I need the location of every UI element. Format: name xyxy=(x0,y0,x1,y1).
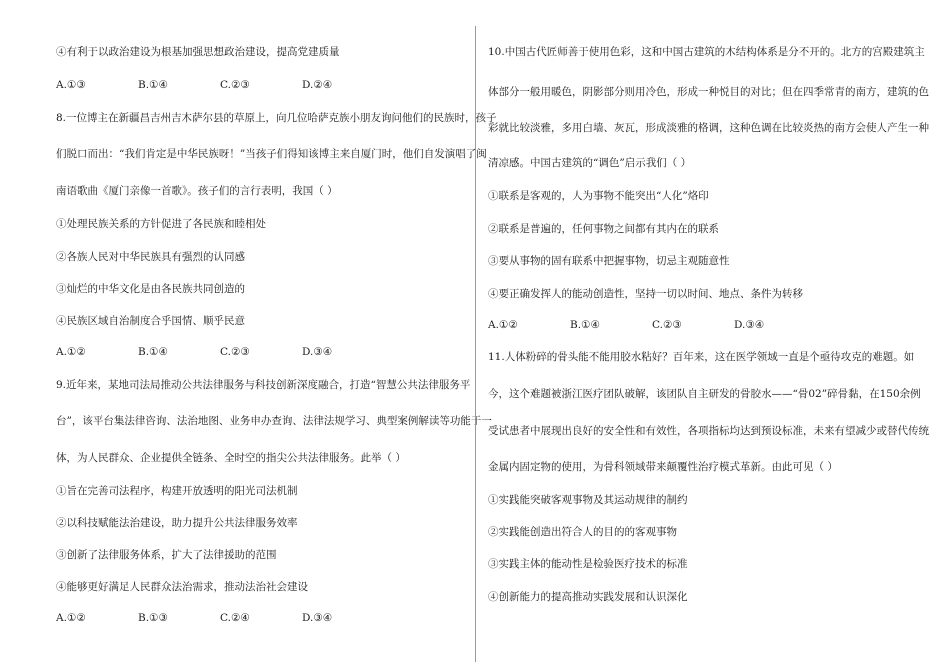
q8-item-4: ④民族区域自治制度合乎国情、顺乎民意 xyxy=(56,315,245,327)
q10-option-a[interactable]: A.①② xyxy=(488,319,518,331)
q9-item-1: ①旨在完善司法程序，构建开放透明的阳光司法机制 xyxy=(56,485,298,497)
q10-option-b[interactable]: B.①④ xyxy=(570,319,600,331)
q10-item-1: ①联系是客观的，人为事物不能突出“人化”烙印 xyxy=(488,190,709,202)
q9-item-3: ③创新了法律服务体系，扩大了法律援助的范围 xyxy=(56,549,277,561)
q9-option-a[interactable]: A.①② xyxy=(56,612,86,624)
q11-item-1: ①实践能突破客观事物及其运动规律的制约 xyxy=(488,494,688,506)
q10-stem-line-4: 清凉感。中国古建筑的“调色”启示我们（ ） xyxy=(488,157,692,169)
q7-option-d[interactable]: D.②④ xyxy=(302,79,333,91)
column-divider xyxy=(475,26,476,662)
q7-option-c[interactable]: C.②③ xyxy=(220,79,250,91)
q10-item-4: ④要正确发挥人的能动创造性，坚持一切以时间、地点、条件为转移 xyxy=(488,288,803,300)
q11-stem-line-3: 受试患者中展现出良好的安全性和有效性，各项指标均达到预设标准，未来有望减少或替代传统 xyxy=(488,425,929,437)
q7-option-b[interactable]: B.①④ xyxy=(138,79,168,91)
q8-item-2: ②各族人民对中华民族具有强烈的认同感 xyxy=(56,251,245,263)
q9-item-4: ④能够更好满足人民群众法治需求，推动法治社会建设 xyxy=(56,581,308,593)
q10-option-c[interactable]: C.②③ xyxy=(652,319,682,331)
q9-option-c[interactable]: C.②④ xyxy=(220,612,250,624)
q8-item-3: ③灿烂的中华文化是由各民族共同创造的 xyxy=(56,283,245,295)
q11-stem-line-4: 金属内固定物的使用，为骨科领域带来颠覆性治疗模式革新。由此可见（ ） xyxy=(488,461,838,473)
q7-option-a[interactable]: A.①③ xyxy=(56,79,86,91)
q8-item-1: ①处理民族关系的方针促进了各民族和睦相处 xyxy=(56,218,266,230)
q10-option-d[interactable]: D.③④ xyxy=(734,319,765,331)
q11-item-3: ③实践主体的能动性是检验医疗技术的标准 xyxy=(488,558,688,570)
q9-option-d[interactable]: D.③④ xyxy=(302,612,333,624)
q8-option-b[interactable]: B.①④ xyxy=(138,346,168,358)
q8-stem-line-2: 们脱口而出：“我们肯定是中华民族呀！”当孩子们得知该博主来自厦门时，他们自发演唱了闽 xyxy=(56,148,487,160)
q10-item-2: ②联系是普遍的，任何事物之间都有其内在的联系 xyxy=(488,223,719,235)
q7-item-4: ④有利于以政治建设为根基加强思想政治建设，提高党建质量 xyxy=(56,46,340,58)
q9-option-b[interactable]: B.①③ xyxy=(138,612,168,624)
q10-stem-line-2: 体部分一般用暖色，阴影部分则用冷色，形成一种悦目的对比；但在四季常青的南方，建筑的色 xyxy=(488,86,929,98)
q8-stem-line-3: 南语歌曲《厦门亲像一首歌》。孩子们的言行表明，我国（ ） xyxy=(56,185,338,197)
q10-stem-line-1: 10.中国古代匠师善于使用色彩，这和中国古建筑的木结构体系是分不开的。北方的宫殿建筑主 xyxy=(488,46,925,58)
q8-option-d[interactable]: D.③④ xyxy=(302,346,333,358)
q11-stem-line-2: 今，这个难题被浙江医疗团队破解，该团队自主研发的骨胶水——“骨02”碎骨黏，在150余例 xyxy=(488,388,921,400)
q9-stem-line-3: 体，为人民群众、企业提供全链条、全时空的指尖公共法律服务。此举（ ） xyxy=(56,452,406,464)
q8-option-a[interactable]: A.①② xyxy=(56,346,86,358)
q9-stem-line-2: 台”，该平台集法律咨询、法治地图、业务申办查询、法律法规学习、典型案例解读等功能于一 xyxy=(56,415,492,427)
q11-stem-line-1: 11.人体粉碎的骨头能不能用胶水粘好？百年来，这在医学领域一直是个亟待攻克的难题。如 xyxy=(488,351,915,363)
q11-item-2: ②实践能创造出符合人的目的的客观事物 xyxy=(488,526,677,538)
q9-item-2: ②以科技赋能法治建设，助力提升公共法律服务效率 xyxy=(56,517,298,529)
q11-item-4: ④创新能力的提高推动实践发展和认识深化 xyxy=(488,591,688,603)
q10-stem-line-3: 彩就比较淡雅，多用白墙、灰瓦，形成淡雅的格调，这种色调在比较炎热的南方会使人产生一种 xyxy=(488,122,929,134)
q9-stem-line-1: 9.近年来，某地司法局推动公共法律服务与科技创新深度融合，打造“智慧公共法律服务平 xyxy=(56,379,471,391)
q8-stem-line-1: 8.一位博主在新疆昌吉州吉木萨尔县的草原上，向几位哈萨克族小朋友询问他们的民族时，孩子 xyxy=(56,112,497,124)
q10-item-3: ③要从事物的固有联系中把握事物，切忌主观随意性 xyxy=(488,255,730,267)
q8-option-c[interactable]: C.②③ xyxy=(220,346,250,358)
